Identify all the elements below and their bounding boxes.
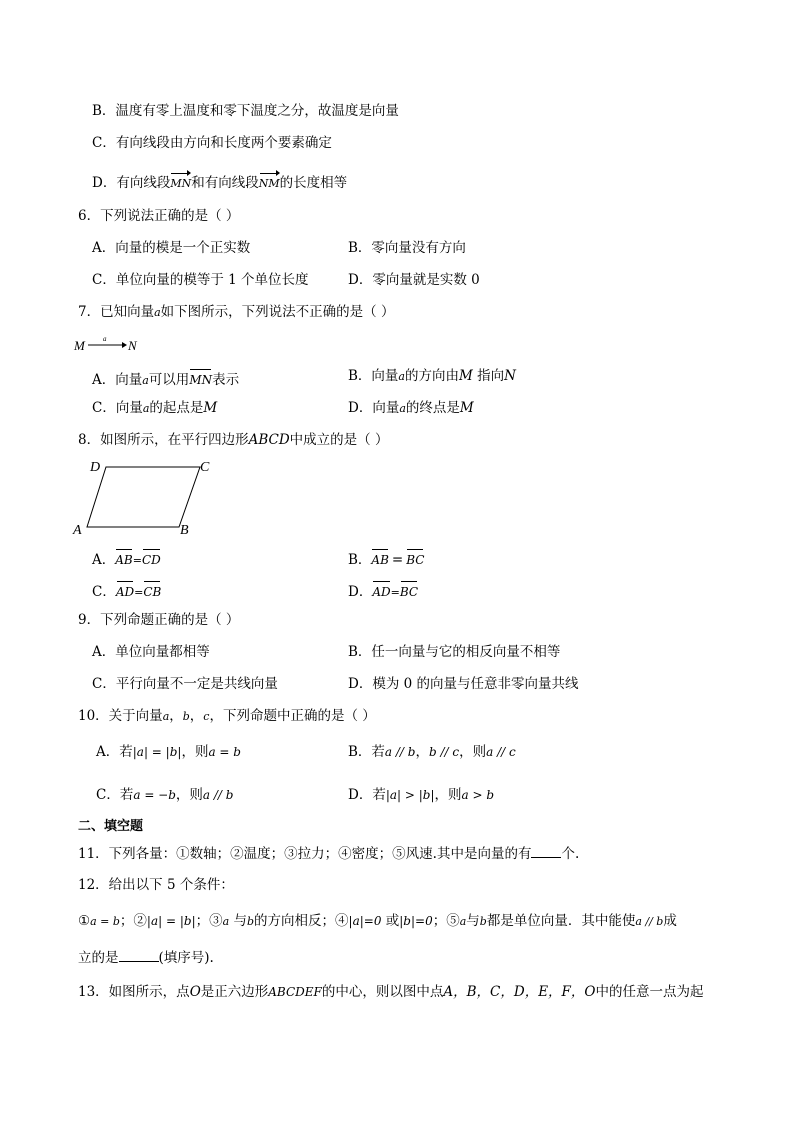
q10-sep1: ，: [169, 708, 183, 724]
q12-c5-mid: 与: [466, 913, 480, 929]
q12-goal: a // b: [635, 915, 664, 928]
q10-c-expr: a = −b: [133, 788, 176, 802]
q12-c4-expr: |a|=0: [348, 914, 382, 928]
q11-text-post: 个.: [561, 846, 580, 862]
q8-option-d: [348, 578, 418, 603]
q12-c2-expr: |a| = |b|: [146, 914, 196, 928]
q5-option-d-text3: 的长度相等: [279, 175, 348, 191]
q12-c3-post: 的方向相反；④: [254, 913, 349, 929]
q10-option-c: [96, 785, 233, 805]
q8-d-eq: =: [390, 586, 400, 599]
q6-option-d: D．零向量就是实数 0: [348, 272, 480, 288]
q12-c3-mid: 与: [229, 913, 247, 929]
q7-option-a: [92, 366, 239, 391]
q8-b-right: BC: [406, 546, 424, 570]
q8-b-label: B．: [348, 552, 372, 568]
q10-var-a: a: [162, 710, 170, 723]
q7-c-var: a: [142, 402, 150, 415]
q11-answer-blank[interactable]: [531, 843, 561, 858]
q8-c-left: AD: [116, 578, 134, 602]
q7-d-pre: D．向量: [348, 400, 400, 416]
q12-c5-post: 都是单位向量．其中能使: [486, 913, 636, 929]
q6-stem: 6．下列说法正确的是（ ）: [78, 208, 240, 224]
q7-a-vector-mn: MN: [189, 366, 212, 390]
q10-c-pre: C．若: [96, 787, 134, 803]
q8-option-c: [92, 578, 161, 603]
q10-b-mid: ，则: [459, 744, 487, 760]
q7-fig-m: M: [74, 338, 85, 353]
vector-nm: NM: [259, 170, 280, 194]
q7-d-mid: 的终点是: [405, 400, 460, 416]
q12-conditions: [78, 911, 677, 932]
q10-var-c: c: [203, 710, 210, 723]
q7-b-mid2: 指向: [472, 368, 505, 384]
q8-c-label: C．: [92, 584, 116, 600]
q12-answer-blank[interactable]: [119, 947, 159, 962]
q7-fig-arrowhead: [122, 342, 127, 348]
q5-option-c: C．有向线段由方向和长度两个要素确定: [92, 135, 332, 151]
q7-fig-a: a: [103, 335, 107, 343]
q10-stem-pre: 10．关于向量: [78, 708, 163, 724]
q12-c3: ；③: [195, 913, 223, 929]
q12-c4-expr2: |b|=0: [399, 914, 433, 928]
q7-b-var: a: [398, 370, 405, 383]
q7-figure-vector-mn: [72, 334, 152, 356]
q8-a-label: A．: [92, 552, 116, 568]
q7-d-var: a: [399, 402, 406, 415]
q7-b-mid: 的方向由: [404, 368, 459, 384]
q8-option-b: [348, 546, 424, 570]
q12-c2: ；②: [119, 913, 147, 929]
q9-option-b: B．任一向量与它的相反向量不相等: [348, 644, 561, 660]
q7-stem-pre: 7．已知向量: [78, 304, 155, 320]
q7-a-mid: 可以用: [148, 372, 190, 388]
q8-a-left: AB: [115, 546, 132, 570]
q10-b-pre: B．若: [348, 744, 385, 760]
q8-fig-label-c: C: [200, 460, 210, 475]
q8-fig-label-d: D: [90, 460, 101, 475]
q8-b-left: AB: [371, 546, 388, 570]
q8-a-right: CD: [142, 546, 161, 570]
q10-d-res: a > b: [461, 788, 495, 802]
q8-option-a: [92, 546, 161, 571]
q8-d-right: BC: [400, 578, 418, 602]
q8-stem: [78, 430, 388, 450]
q10-c-mid: ，则: [175, 787, 203, 803]
q10-option-a: [96, 742, 241, 762]
q10-b-expr1: a // b: [384, 745, 416, 759]
q10-d-mid: ，则: [434, 787, 462, 803]
q12-c3-a: a: [222, 915, 230, 928]
q8-parallelogram-figure: [70, 456, 220, 538]
q8-stem-post: 中成立的是（ ）: [289, 432, 389, 448]
q12-c5-b: b: [479, 915, 487, 928]
q12-goal-post: 成: [663, 913, 677, 929]
q10-option-b: [348, 742, 516, 762]
vector-mn: MN: [170, 170, 191, 194]
q7-b-pre: B．向量: [348, 368, 399, 384]
q10-b-sep: ，: [415, 744, 429, 760]
q10-sep2: ，: [189, 708, 204, 724]
q10-a-pre: A．若: [96, 744, 133, 760]
q12-c1: ①: [78, 913, 91, 929]
q9-option-c: C．平行向量不一定是共线向量: [92, 676, 278, 692]
section-fill-in-blank-title: 二、填空题: [78, 819, 144, 834]
q7-b-n: N: [504, 368, 516, 384]
q7-a-pre: A．向量: [92, 372, 143, 388]
q8-parallelogram: [87, 467, 200, 527]
q10-d-expr: |a| > |b|: [385, 788, 435, 802]
q8-stem-var: ABCD: [248, 432, 290, 448]
q13-point-o: O: [189, 984, 201, 1000]
q8-c-eq: =: [134, 586, 144, 599]
q10-stem: [78, 706, 376, 727]
q9-stem: 9．下列命题正确的是（ ）: [78, 612, 240, 628]
q12-line2-pre: 立的是: [78, 950, 119, 966]
q5-option-d-text: D．有向线段: [92, 175, 171, 191]
q8-fig-label-a: A: [73, 523, 82, 538]
q11-text: [78, 843, 579, 864]
q9-option-a: A．单位向量都相等: [92, 644, 210, 660]
q10-b-res: a // c: [486, 745, 516, 759]
q13-text: [78, 982, 704, 1002]
q12-line2-post: (填序号).: [158, 950, 214, 966]
q7-d-m: M: [459, 400, 474, 416]
q12-c1-expr: a = b: [90, 915, 120, 928]
q12-stem: 12．给出以下 5 个条件：: [78, 877, 234, 893]
q7-stem: [78, 302, 394, 323]
q12-c4-or: 或: [381, 913, 400, 929]
q8-b-eq: =: [391, 552, 404, 568]
q8-stem-pre: 8．如图所示，在平行四边形: [78, 432, 249, 448]
q13-points: A，B，C，D，E，F，O: [443, 984, 596, 1000]
q7-b-m: M: [458, 368, 473, 384]
q7-var-a: a: [154, 306, 161, 319]
q8-d-label: D．: [348, 584, 373, 600]
q8-c-right: CB: [143, 578, 161, 602]
q12-c3-b: b: [246, 915, 255, 928]
q12-c5: ；⑤: [432, 913, 460, 929]
q6-option-a: A．向量的模是一个正实数: [92, 240, 251, 256]
q13-hexagon: ABCDEF: [268, 985, 322, 999]
q5-option-b: B．温度有零上温度和零下温度之分，故温度是向量: [92, 103, 399, 119]
q7-option-b: [348, 366, 516, 387]
q8-a-eq: =: [132, 554, 142, 567]
q10-a-expr: |a| = |b|: [132, 745, 182, 759]
q7-fig-n: N: [128, 338, 137, 353]
q5-option-d: [92, 170, 347, 194]
q13-text-mid2: 的中心，则以图中点: [321, 984, 444, 1000]
q7-option-c: [92, 398, 217, 419]
q12-line2: [78, 947, 214, 968]
q6-option-c: C．单位向量的模等于 1 个单位长度: [92, 272, 309, 288]
q11-text-pre: 11．下列各量：①数轴；②温度；③拉力；④密度；⑤风速.其中是向量的有: [78, 846, 532, 862]
q10-d-pre: D．若: [348, 787, 386, 803]
q10-stem-post: ，下列命题中正确的是（ ）: [209, 708, 376, 724]
q10-c-res: a // b: [202, 788, 234, 802]
q7-stem-post: 如下图所示，下列说法不正确的是（ ）: [160, 304, 395, 320]
q10-b-expr2: b // c: [428, 745, 460, 759]
q10-option-d: [348, 785, 494, 805]
q8-fig-label-b: B: [180, 523, 189, 538]
q10-a-res: a = b: [208, 745, 241, 759]
q12-c5-a: a: [459, 915, 467, 928]
q7-a-post: 表示: [212, 372, 240, 388]
q8-d-left: AD: [372, 578, 390, 602]
q7-c-pre: C．向量: [92, 400, 143, 416]
q10-a-mid: ，则: [181, 744, 209, 760]
q10-var-b: b: [182, 710, 190, 723]
q5-option-d-text2: 和有向线段: [191, 175, 259, 191]
q7-a-var: a: [142, 374, 149, 387]
q13-text-mid: 是正六边形: [200, 984, 269, 1000]
q7-c-mid: 的起点是: [149, 400, 204, 416]
q7-option-d: [348, 398, 474, 419]
q13-text-post: 中的任意一点为起: [595, 984, 704, 1000]
q13-text-pre: 13．如图所示，点: [78, 984, 190, 1000]
q6-option-b: B．零向量没有方向: [348, 240, 466, 256]
q9-option-d: D．模为 0 的向量与任意非零向量共线: [348, 676, 579, 692]
q7-c-m: M: [203, 400, 218, 416]
